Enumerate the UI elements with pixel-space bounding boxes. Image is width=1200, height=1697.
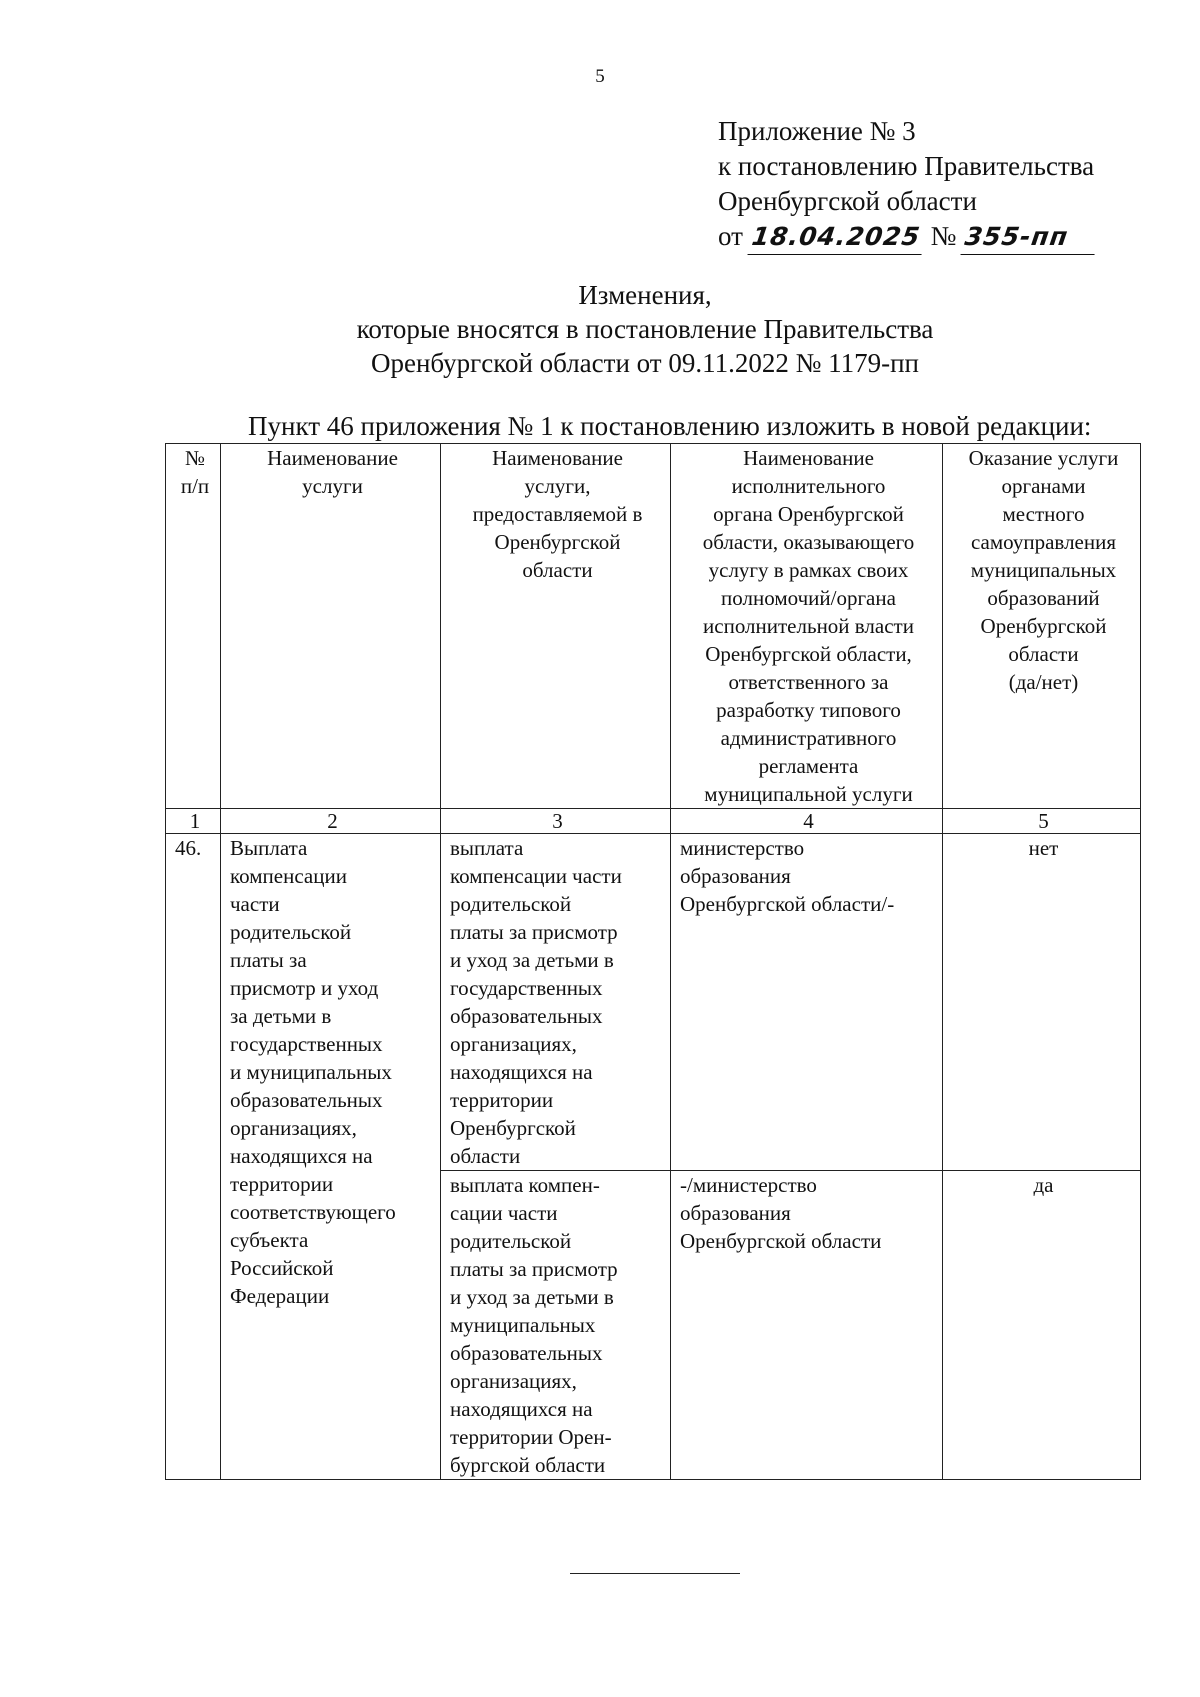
appendix-title: Приложение № 3: [718, 116, 916, 146]
header-cell: Наименование услуги: [221, 444, 441, 809]
table-header-row: [166, 444, 1141, 809]
header-cell: Наименование услуги, предоставляемой в Оренбургской области: [441, 444, 671, 809]
handwritten-date: 18.04.2025: [747, 219, 926, 255]
services-table: [165, 443, 1141, 1480]
row-number: 46.: [166, 834, 221, 1480]
header-cell: № п/п: [166, 444, 221, 809]
local-government-cell: нет: [943, 834, 1141, 1171]
municipal-service-cell: выплата компен- сации части родительской платы за присмотр и уход за детьми в муниципальных образовательных организациях, находящихся на территории Орен- бургской области: [441, 1171, 671, 1480]
regional-service-cell: выплата компенсации части родительской платы за присмотр и уход за детьми в государственных образовательных организациях, находящихся на территории Оренбургской области: [441, 834, 671, 1171]
handwritten-number: 355-пп: [961, 219, 1100, 255]
date-prefix: от: [718, 221, 743, 251]
title-line-1: Изменения,: [578, 280, 712, 310]
appendix-region: Оренбургской области: [718, 186, 977, 216]
column-number: 1: [166, 809, 221, 834]
title-line-3: Оренбургской области от 09.11.2022 № 1179-пп: [371, 348, 919, 378]
appendix-header: [718, 114, 1097, 255]
page-number: 5: [595, 66, 605, 87]
authority-cell: министерство образования Оренбургской области/-: [671, 834, 943, 1171]
authority-cell: -/министерство образования Оренбургской области: [671, 1171, 943, 1480]
column-number: 5: [943, 809, 1141, 834]
table-row: [166, 834, 1141, 1171]
title-line-2: которые вносятся в постановление Правительства: [356, 314, 934, 344]
column-number-row: [166, 809, 1141, 834]
service-name-cell: Выплата компенсации части родительской платы за присмотр и уход за детьми в государственных и муниципальных образовательных организациях, находящихся на территории соответствующего субъекта Российской Федерации: [221, 834, 441, 1480]
header-cell: Оказание услуги органами местного самоуправления муниципальных образований Оренбургской области (да/нет): [943, 444, 1141, 809]
header-cell: Наименование исполнительного органа Оренбургской области, оказывающего услугу в рамках своих полномочий/органа исполнительной власти Оренбургской области, ответственного за разработку типового административного регламента муниципальной услуги: [671, 444, 943, 809]
appendix-subtitle: к постановлению Правительства: [718, 151, 1095, 181]
number-prefix: №: [930, 221, 957, 251]
appendix-date-line: [718, 219, 1097, 255]
column-number: 2: [221, 809, 441, 834]
footer-divider: [570, 1573, 740, 1574]
intro-paragraph: Пункт 46 приложения № 1 к постановлению изложить в новой редакции:: [248, 411, 1092, 441]
column-number: 4: [671, 809, 943, 834]
document-title: [0, 278, 1200, 380]
local-government-cell: да: [943, 1171, 1141, 1480]
column-number: 3: [441, 809, 671, 834]
